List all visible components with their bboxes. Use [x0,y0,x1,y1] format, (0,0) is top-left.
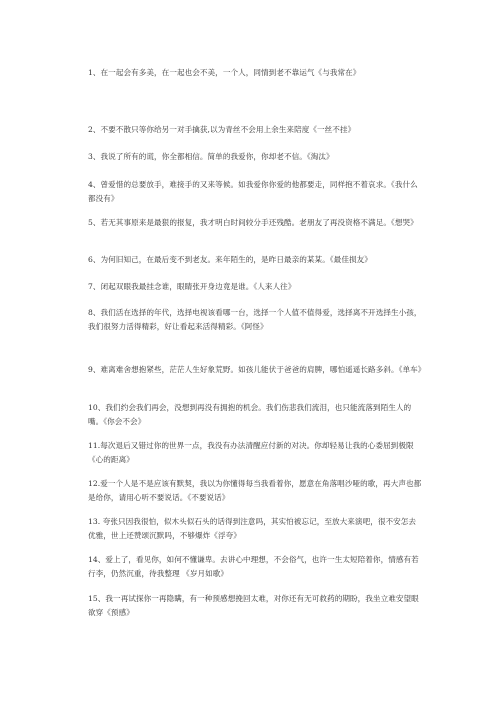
lyric-paragraph-6: 6、为何旧知己，在最后变不到老友。来年陌生的，是昨日最亲的某某。《最佳损友》 [88,255,372,264]
lyric-paragraph-10: 10、我们约会我们再会，没想到再没有拥抱的机会。我们伤悲我们流泪，也只能流落到陌生人的嘴。《你会不会》 [88,403,412,426]
lyric-paragraph-13: 13. 夸张只因我很怕，似木头似石头的话得到注意吗，其实怕被忘记，至放大来演吧，很不安怎去优雅，世上还赞颂沉默吗，不够爆炸《浮夸》 [88,517,417,540]
lyric-paragraph-3: 3、我说了所有的谎，你全都相信。简单的我爱你，你却老不信。《淘汰》 [88,152,334,161]
lyric-paragraph-1: 1、在一起会有多美，在一起也会不美，一个人，同情到老不靠运气《与我常在》 [88,68,361,77]
lyric-paragraph-7: 7、闭起双眼我最挂念谁，眼睛张开身边竟是谁。《人来人往》 [88,282,296,291]
lyric-paragraph-11: 11.每次退后又错过你的世界一点，我没有办法清醒应付新的对决。你却轻易让我的心委屈到极限《心的距离》 [88,441,414,464]
lyric-paragraph-2: 2、不要不散只等你给另一对手擒获,以为青丝不会用上余生来陪度《一丝不挂》 [88,125,356,134]
lyric-paragraph-5: 5、若无其事原来是最狠的报复，我才明白时间较分手还残酷。老朋友了再没资格不满足。《想哭》 [88,218,418,227]
lyric-paragraph-12: 12.爱一个人是不是应该有默契，我以为你懂得每当我看着你，愿意在角落唱沙哑的歌，再大声也都是给你，请用心听不要说话。《不要说话》 [88,479,422,502]
lyric-paragraph-15: 15、我一再试探你一再隐瞒，有一种预感想挽回太难，对你还有无可救药的期盼，我坐立难安望眼欲穿《预感》 [88,594,419,617]
lyric-paragraph-9: 9、难离难舍想抱紧些，茫茫人生好象荒野。如孩儿能伏于爸爸的肩脾，哪怕遥遥长路多斜。《单车》 [88,365,426,374]
lyric-paragraph-14: 14、爱上了，看见你，如何不懂谦卑。去讲心中理想，不会俗气，也许一生太短陪着你，情感有若行李，仍然沉重，待我整理 《岁月如歌》 [88,555,419,578]
lyric-paragraph-4: 4、曾爱惜的总要放手，难接手的又来等候。如我爱你你爱的他都要走，同样抱不着哀求。《我什么都没有》 [88,180,418,203]
lyric-paragraph-8: 8、我们活在选择的年代，选择电视该看哪一台，选择一个人值不值得爱，选择离不开选择生小孩，我们很努力活得精彩，好让看起来活得精彩。《阿怪》 [88,308,422,331]
